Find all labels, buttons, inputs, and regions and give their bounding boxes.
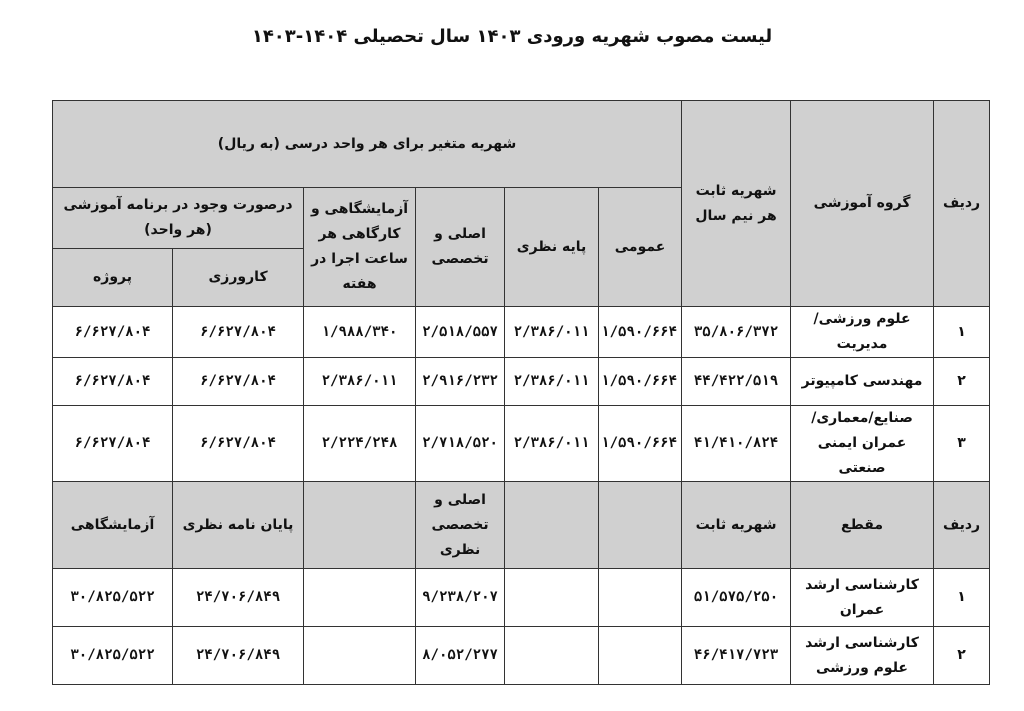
cell-thesis: ۲۴/۷۰۶/۸۴۹ bbox=[173, 569, 304, 627]
cell-empty bbox=[599, 627, 682, 685]
cell-radif: ۳ bbox=[934, 406, 990, 482]
header-general: عمومی bbox=[599, 188, 682, 307]
header2-empty-general bbox=[599, 482, 682, 569]
cell-fixed: ۴۴/۴۲۲/۵۱۹ bbox=[682, 358, 791, 406]
header2-laboratory: آزمایشگاهی bbox=[53, 482, 173, 569]
header-row-masters bbox=[53, 482, 990, 569]
cell-empty bbox=[304, 627, 416, 685]
cell-main: ۹/۲۳۸/۲۰۷ bbox=[416, 569, 505, 627]
header-group: گروه آموزشی bbox=[791, 101, 934, 307]
header2-level: مقطع bbox=[791, 482, 934, 569]
cell-main: ۲/۵۱۸/۵۵۷ bbox=[416, 307, 505, 358]
cell-lab: ۳۰/۸۲۵/۵۲۲ bbox=[53, 569, 173, 627]
cell-radif: ۲ bbox=[934, 358, 990, 406]
cell-main: ۸/۰۵۲/۲۷۷ bbox=[416, 627, 505, 685]
cell-internship: ۶/۶۲۷/۸۰۴ bbox=[173, 307, 304, 358]
header-fixed-half-year: شهریه ثابت هر نیم سال bbox=[682, 101, 791, 307]
header-if-in-program: درصورت وجود در برنامه آموزشی (هر واحد) bbox=[53, 188, 304, 249]
header-project: پروژه bbox=[53, 249, 173, 307]
cell-general: ۱/۵۹۰/۶۶۴ bbox=[599, 307, 682, 358]
cell-lab: ۲/۲۲۴/۲۴۸ bbox=[304, 406, 416, 482]
cell-empty bbox=[599, 569, 682, 627]
cell-general: ۱/۵۹۰/۶۶۴ bbox=[599, 358, 682, 406]
cell-group: مهندسی کامپیوتر bbox=[791, 358, 934, 406]
cell-base: ۲/۳۸۶/۰۱۱ bbox=[505, 358, 599, 406]
header2-radif: ردیف bbox=[934, 482, 990, 569]
cell-fixed: ۴۱/۴۱۰/۸۲۴ bbox=[682, 406, 791, 482]
cell-fixed: ۴۶/۴۱۷/۷۲۳ bbox=[682, 627, 791, 685]
page-title: لیست مصوب شهریه ورودی ۱۴۰۳ سال تحصیلی ۱۴۰۴-۱۴۰۳ bbox=[251, 26, 773, 47]
table-row bbox=[53, 569, 990, 627]
header-base-theory: پایه نظری bbox=[505, 188, 599, 307]
cell-thesis: ۲۴/۷۰۶/۸۴۹ bbox=[173, 627, 304, 685]
cell-fixed: ۳۵/۸۰۶/۳۷۲ bbox=[682, 307, 791, 358]
table-row bbox=[53, 627, 990, 685]
cell-general: ۱/۵۹۰/۶۶۴ bbox=[599, 406, 682, 482]
header2-thesis-theory: پایان نامه نظری bbox=[173, 482, 304, 569]
header-lab-workshop: آزمایشگاهی و کارگاهی هر ساعت اجرا در هفته bbox=[304, 188, 416, 307]
cell-main: ۲/۹۱۶/۲۳۲ bbox=[416, 358, 505, 406]
cell-lab: ۳۰/۸۲۵/۵۲۲ bbox=[53, 627, 173, 685]
cell-internship: ۶/۶۲۷/۸۰۴ bbox=[173, 358, 304, 406]
cell-group: علوم ورزشی/مدیریت bbox=[791, 307, 934, 358]
cell-level: کارشناسی ارشد علوم ورزشی bbox=[791, 627, 934, 685]
cell-lab: ۲/۳۸۶/۰۱۱ bbox=[304, 358, 416, 406]
cell-main: ۲/۷۱۸/۵۲۰ bbox=[416, 406, 505, 482]
table-row bbox=[53, 307, 990, 358]
cell-fixed: ۵۱/۵۷۵/۲۵۰ bbox=[682, 569, 791, 627]
header2-empty-lab bbox=[304, 482, 416, 569]
cell-project: ۶/۶۲۷/۸۰۴ bbox=[53, 406, 173, 482]
header-main-specialized: اصلی و تخصصی bbox=[416, 188, 505, 307]
cell-radif: ۱ bbox=[934, 307, 990, 358]
tuition-table bbox=[52, 100, 990, 685]
cell-radif: ۱ bbox=[934, 569, 990, 627]
cell-empty bbox=[304, 569, 416, 627]
table-row bbox=[53, 406, 990, 482]
cell-group: صنایع/معماری/عمران ایمنی صنعتی bbox=[791, 406, 934, 482]
cell-level: کارشناسی ارشد عمران bbox=[791, 569, 934, 627]
cell-project: ۶/۶۲۷/۸۰۴ bbox=[53, 358, 173, 406]
header-variable-per-unit: شهریه متغیر برای هر واحد درسی (به ریال) bbox=[53, 101, 682, 188]
cell-lab: ۱/۹۸۸/۳۴۰ bbox=[304, 307, 416, 358]
header2-fixed: شهریه ثابت bbox=[682, 482, 791, 569]
header2-main-theory: اصلی و تخصصی نظری bbox=[416, 482, 505, 569]
table-row bbox=[53, 358, 990, 406]
header-row-1 bbox=[53, 101, 990, 188]
header-radif: ردیف bbox=[934, 101, 990, 307]
cell-project: ۶/۶۲۷/۸۰۴ bbox=[53, 307, 173, 358]
header-internship: کارورزی bbox=[173, 249, 304, 307]
cell-base: ۲/۳۸۶/۰۱۱ bbox=[505, 307, 599, 358]
cell-base: ۲/۳۸۶/۰۱۱ bbox=[505, 406, 599, 482]
header2-empty-base bbox=[505, 482, 599, 569]
cell-empty bbox=[505, 627, 599, 685]
cell-radif: ۲ bbox=[934, 627, 990, 685]
cell-internship: ۶/۶۲۷/۸۰۴ bbox=[173, 406, 304, 482]
cell-empty bbox=[505, 569, 599, 627]
